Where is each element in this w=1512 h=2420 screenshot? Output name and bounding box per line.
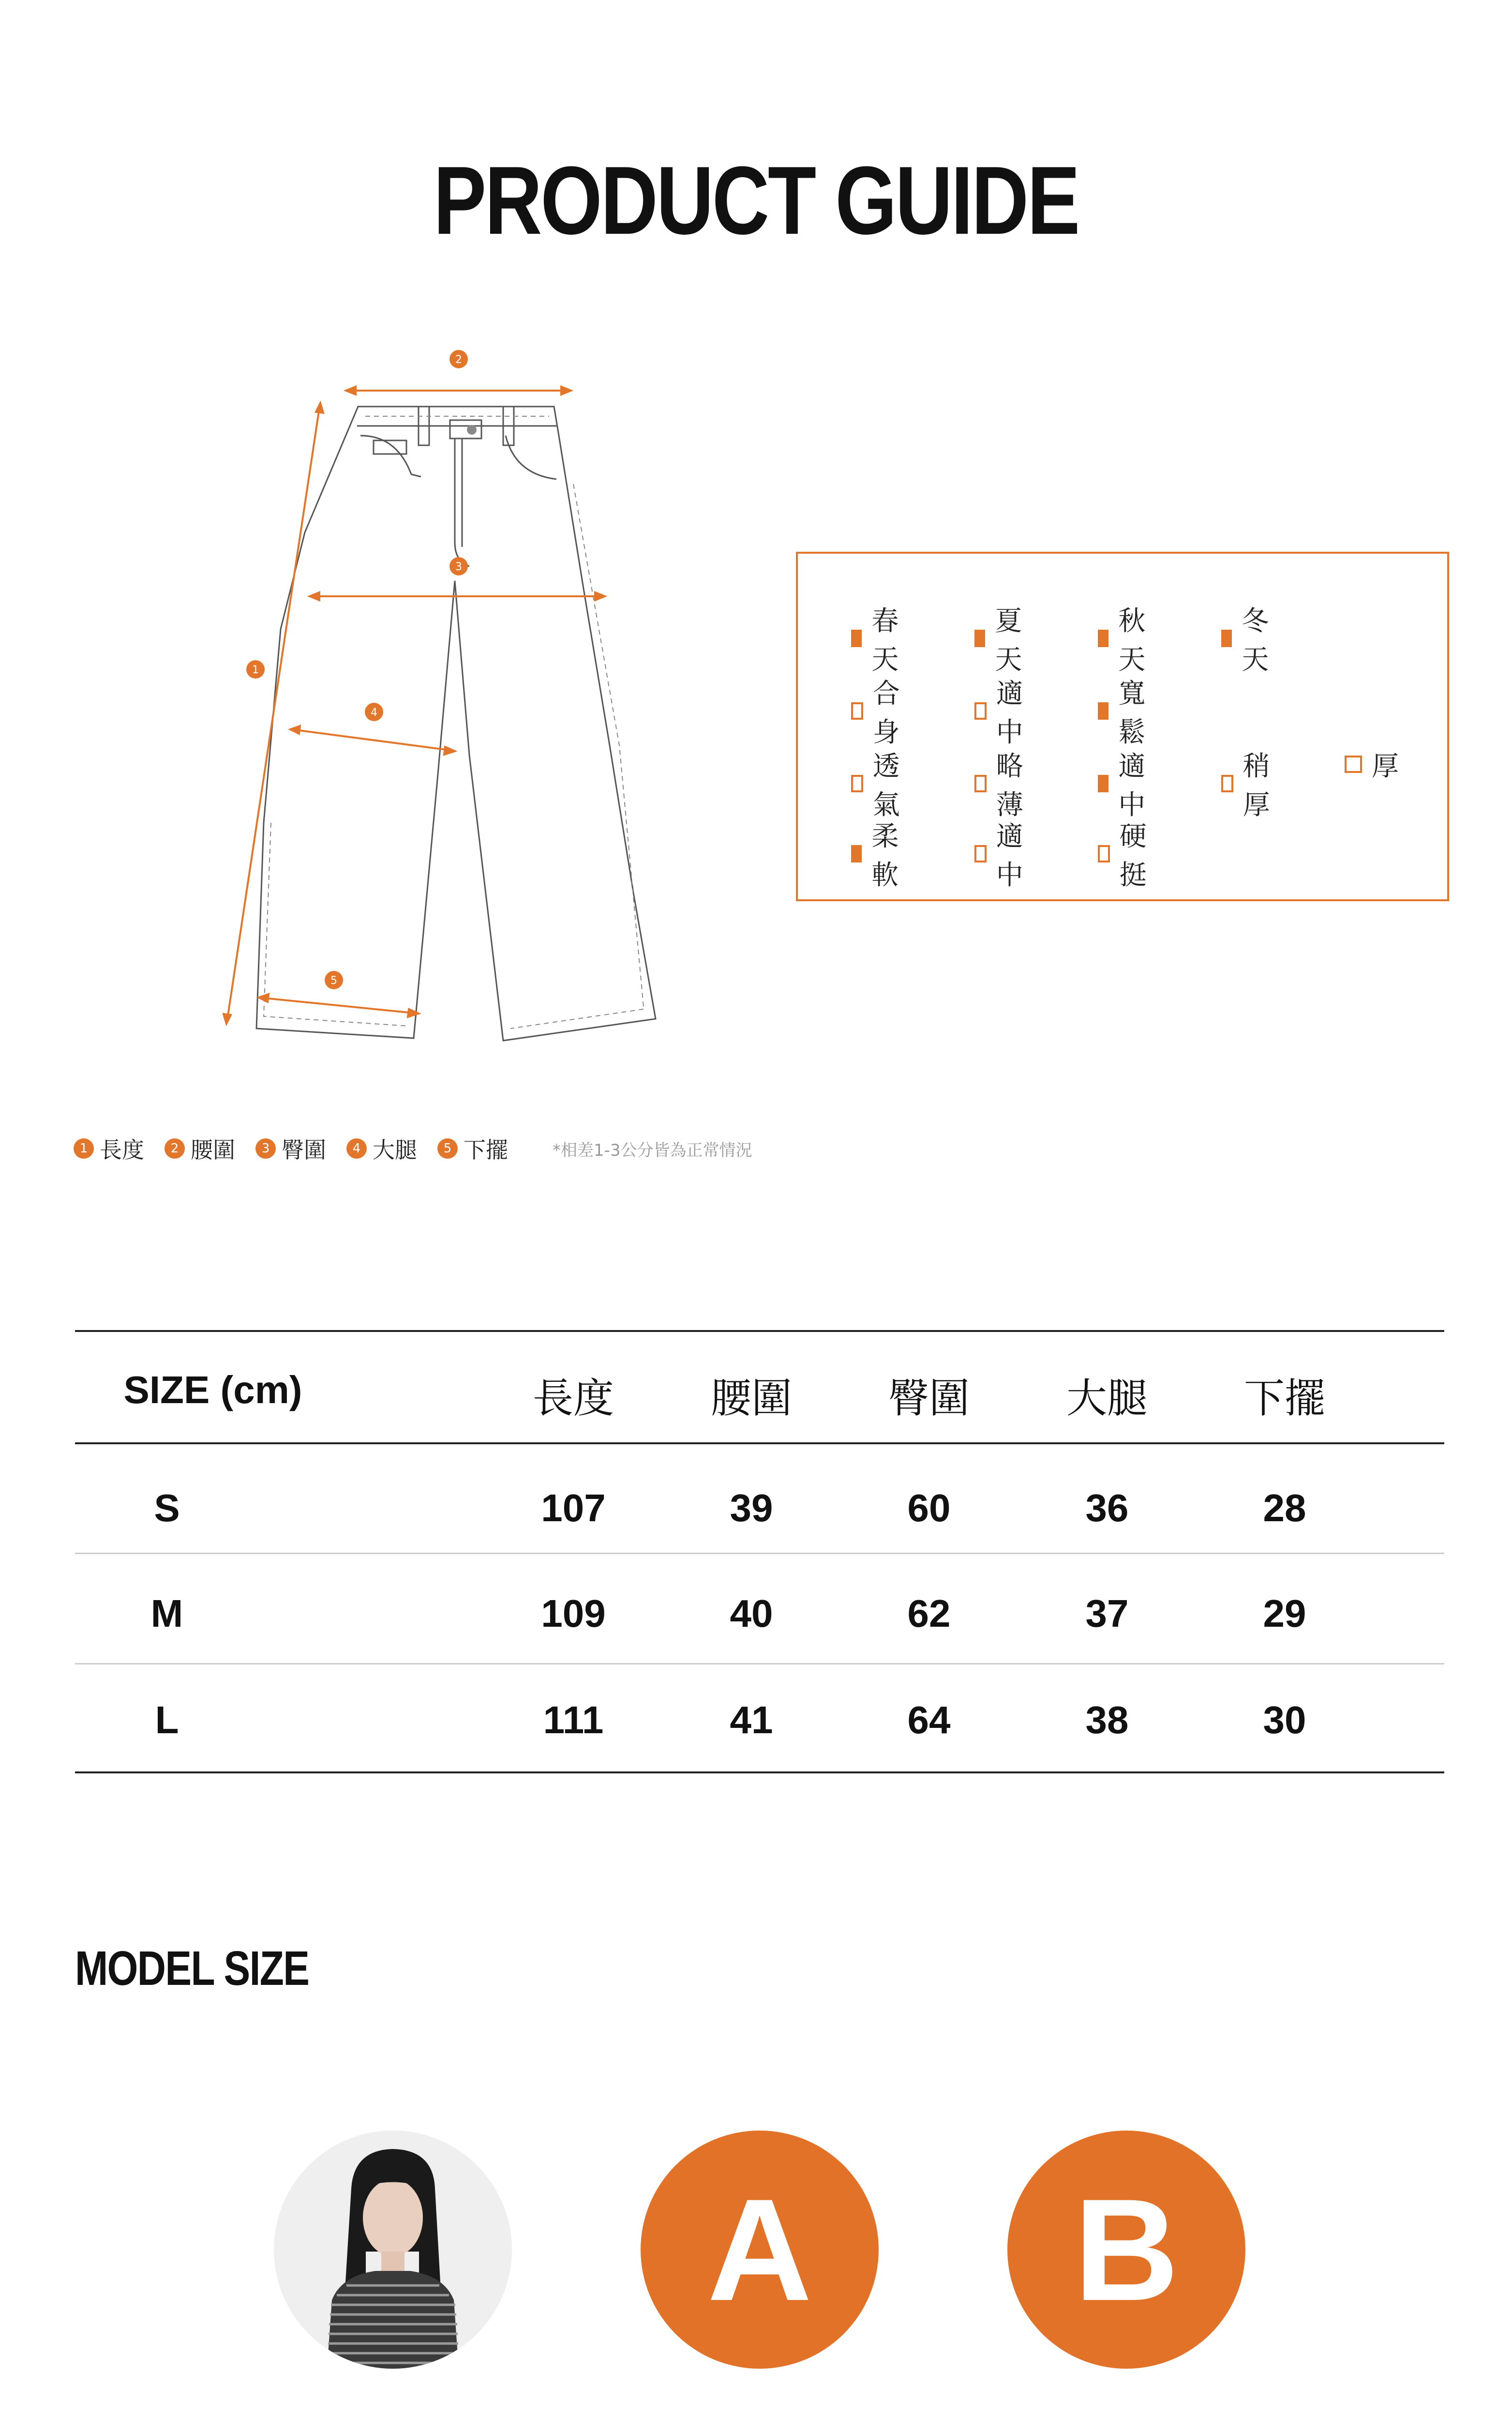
legend-item: 3 臀圍 <box>255 1133 326 1165</box>
attr-item: 春天 <box>851 600 905 677</box>
avatar-letter-b: B <box>1007 2131 1245 2369</box>
attr-item: 稍厚 <box>1221 745 1275 822</box>
svg-text:5: 5 <box>330 975 337 987</box>
legend-item: 5 下擺 <box>437 1133 508 1165</box>
table-header: 腰圍 <box>710 1375 792 1422</box>
number-badge-icon: 3 <box>255 1138 276 1159</box>
badge-3 <box>449 557 468 575</box>
checked-box-icon <box>974 630 985 647</box>
attr-item: 適中 <box>974 815 1029 892</box>
checked-box-icon <box>851 630 862 647</box>
svg-text:4: 4 <box>371 707 377 719</box>
model-size-title: MODEL SIZE <box>75 1941 309 1996</box>
unchecked-box-icon <box>1221 775 1233 792</box>
attr-item: 冬天 <box>1221 600 1275 677</box>
avatar <box>274 2131 512 2369</box>
attr-item: 適中 <box>974 672 1029 750</box>
svg-text:1: 1 <box>252 664 259 676</box>
attr-item: 寬鬆 <box>1098 672 1152 750</box>
attr-item: 硬挺 <box>1098 815 1152 892</box>
table-header: 長度 <box>532 1375 614 1422</box>
attributes-box <box>796 552 1449 901</box>
measurement-legend <box>74 1132 752 1165</box>
model-photo-icon <box>274 2131 512 2369</box>
legend-item: 1 長度 <box>74 1133 144 1165</box>
number-badge-icon: 2 <box>165 1138 185 1159</box>
unchecked-box-icon <box>851 702 863 720</box>
attr-item: 適中 <box>1098 745 1152 822</box>
checked-box-icon <box>1098 775 1108 792</box>
attr-item: 略薄 <box>974 745 1029 822</box>
number-badge-icon: 4 <box>346 1138 367 1159</box>
unchecked-box-icon <box>974 775 987 792</box>
page-title: PRODUCT GUIDE <box>433 147 1079 255</box>
checked-box-icon <box>1221 630 1232 647</box>
table-header: SIZE (cm) <box>123 1368 302 1411</box>
attr-item: 厚 <box>1345 745 1399 784</box>
badge-2 <box>449 350 468 368</box>
attr-item: 秋天 <box>1098 600 1152 677</box>
attr-item: 合身 <box>851 672 905 750</box>
unchecked-box-icon <box>1345 756 1362 773</box>
attr-item: 透氣 <box>851 745 905 822</box>
legend-item: 2 腰圍 <box>165 1133 235 1165</box>
number-badge-icon: 5 <box>437 1138 458 1159</box>
tolerance-note: *相差1-3公分皆為正常情況 <box>553 1140 752 1160</box>
attr-item: 柔軟 <box>851 815 905 892</box>
legend-item: 4 大腿 <box>346 1133 417 1165</box>
pants-outline <box>256 407 656 1041</box>
avatar-letter-a: A <box>641 2131 879 2369</box>
table-header: 下擺 <box>1243 1375 1325 1422</box>
table-header: 臀圍 <box>888 1375 970 1422</box>
unchecked-box-icon <box>851 775 863 792</box>
badge-1 <box>246 660 265 679</box>
number-badge-icon: 1 <box>74 1138 94 1159</box>
unchecked-box-icon <box>1098 845 1110 862</box>
badge-4 <box>365 703 383 721</box>
unchecked-box-icon <box>974 702 987 720</box>
svg-text:3: 3 <box>455 561 462 573</box>
pants-diagram <box>203 339 687 1074</box>
badge-5 <box>325 971 343 989</box>
attr-item: 夏天 <box>974 600 1029 677</box>
checked-box-icon <box>1098 630 1108 647</box>
table-header: 大腿 <box>1066 1375 1148 1422</box>
checked-box-icon <box>851 845 862 862</box>
unchecked-box-icon <box>974 845 987 862</box>
svg-text:2: 2 <box>455 354 462 366</box>
checked-box-icon <box>1098 702 1108 720</box>
